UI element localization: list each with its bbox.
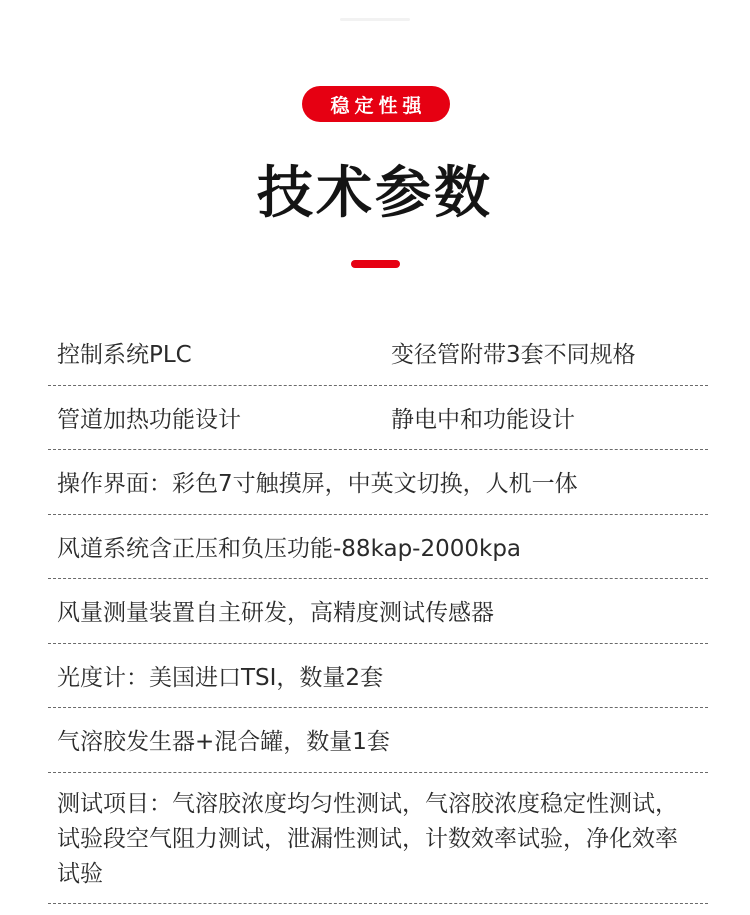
param-operation-interface: 操作界面：彩色7寸触摸屏，中英文切换，人机一体 (57, 471, 578, 498)
param-row-photometer (48, 644, 708, 709)
param-control-system: 控制系统PLC (57, 342, 192, 369)
param-row-interface (48, 450, 708, 515)
param-row-test-items (48, 773, 708, 904)
param-test-items: 测试项目：气溶胶浓度均匀性测试，气溶胶浓度稳定性测试，试验段空气阻力测试，泄漏性测试，计数效率试验，净化效率试验 (57, 790, 678, 887)
param-photometer: 光度计：美国进口TSI，数量2套 (57, 664, 384, 691)
param-row-heating (48, 386, 708, 451)
param-aerosol-generator: 气溶胶发生器+混合罐，数量1套 (57, 729, 390, 756)
title-underline (351, 260, 400, 268)
param-pipe-heating: 管道加热功能设计 (57, 406, 241, 433)
param-row-control-system (48, 321, 708, 386)
param-row-aerosol-generator (48, 708, 708, 773)
param-reducer-pipe: 变径管附带3套不同规格 (391, 342, 636, 369)
param-air-duct-system: 风道系统含正压和负压功能-88kap-2000kpa (57, 535, 522, 562)
feature-badge: 稳定性强 (302, 86, 450, 122)
param-row-airflow (48, 579, 708, 644)
param-row-air-duct (48, 515, 708, 580)
page-title: 技术参数 (257, 161, 493, 226)
param-static-neutralization: 静电中和功能设计 (391, 406, 575, 433)
param-airflow-measurement: 风量测量装置自主研发，高精度测试传感器 (57, 600, 494, 627)
top-divider (340, 18, 410, 21)
parameter-list (48, 321, 708, 904)
